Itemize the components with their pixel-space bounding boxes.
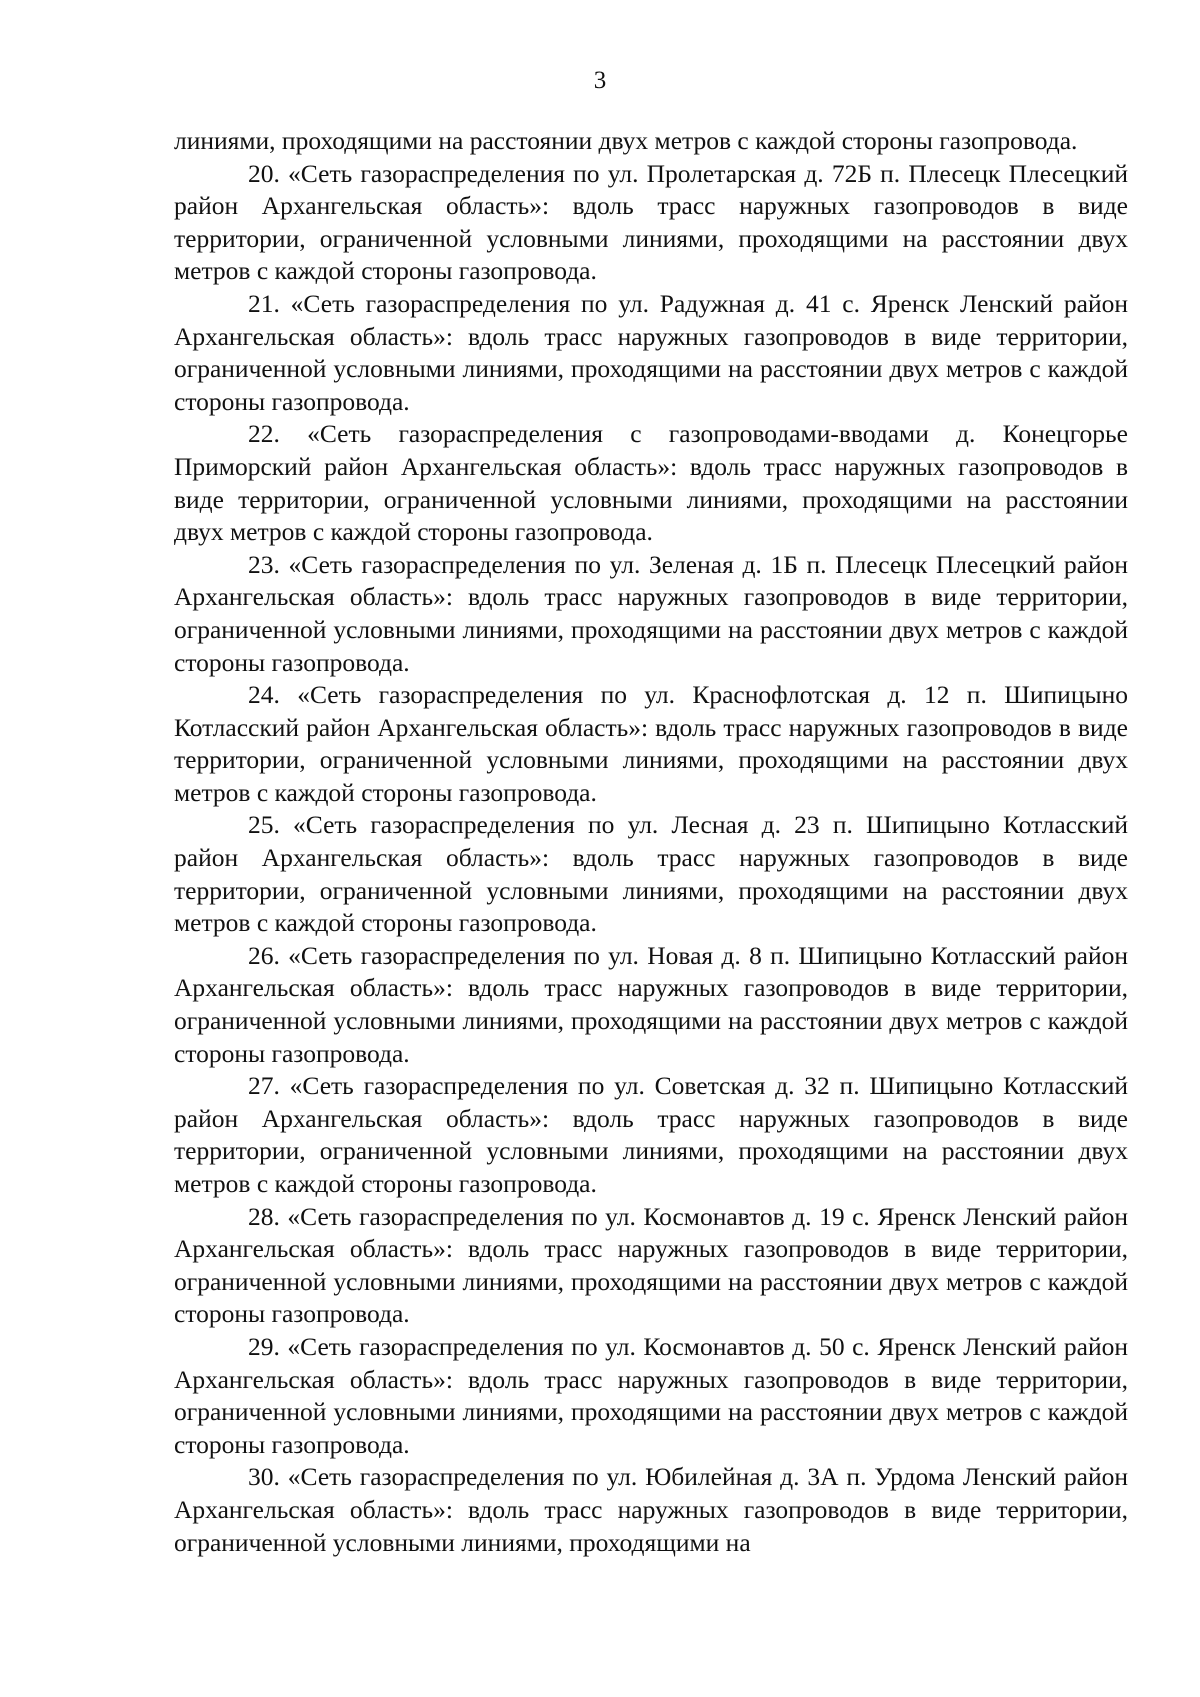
page-number: 3	[593, 67, 607, 94]
numbered-paragraph: 22. «Сеть газораспределения с газопроводами-вводами д. Конецгорье Приморский район Архангельская область»: вдоль трасс наружных газопроводов в виде территории, ограниченной условными линиями, проходящими на расстоянии двух метров с каждой стороны газопровода.	[174, 419, 1128, 547]
numbered-paragraph: 29. «Сеть газораспределения по ул. Космонавтов д. 50 с. Яренск Ленский район Архангельская область»: вдоль трасс наружных газопроводов в виде территории, ограниченной условными линиями, проходящими на расстоянии двух метров с каждой стороны газопровода.	[174, 1331, 1128, 1459]
numbered-paragraph: 20. «Сеть газораспределения по ул. Пролетарская д. 72Б п. Плесецк Плесецкий район Архангельская область»: вдоль трасс наружных газопроводов в виде территории, ограниченной условными линиями, проходящими на расстоянии двух метров с каждой стороны газопровода.	[174, 158, 1128, 286]
paragraph-continuation: линиями, проходящими на расстоянии двух метров с каждой стороны газопровода.	[174, 126, 1078, 155]
numbered-paragraph: 23. «Сеть газораспределения по ул. Зеленая д. 1Б п. Плесецк Плесецкий район Архангельская область»: вдоль трасс наружных газопроводов в виде территории, ограниченной условными линиями, проходящими на расстоянии двух метров с каждой стороны газопровода.	[174, 549, 1128, 677]
numbered-paragraph: 21. «Сеть газораспределения по ул. Радужная д. 41 с. Яренск Ленский район Архангельская область»: вдоль трасс наружных газопроводов в виде территории, ограниченной условными линиями, проходящими на расстоянии двух метров с каждой стороны газопровода.	[174, 288, 1128, 416]
numbered-paragraph: 28. «Сеть газораспределения по ул. Космонавтов д. 19 с. Яренск Ленский район Архангельская область»: вдоль трасс наружных газопроводов в виде территории, ограниченной условными линиями, проходящими на расстоянии двух метров с каждой стороны газопровода.	[174, 1201, 1128, 1329]
numbered-paragraph: 30. «Сеть газораспределения по ул. Юбилейная д. 3А п. Урдома Ленский район Архангельская область»: вдоль трасс наружных газопроводов в виде территории, ограниченной условными линиями, проходящими на	[174, 1462, 1128, 1557]
numbered-paragraph: 24. «Сеть газораспределения по ул. Краснофлотская д. 12 п. Шипицыно Котласский район Архангельская область»: вдоль трасс наружных газопроводов в виде территории, ограниченной условными линиями, проходящими на расстоянии двух метров с каждой стороны газопровода.	[174, 680, 1128, 807]
numbered-paragraph: 27. «Сеть газораспределения по ул. Советская д. 32 п. Шипицыно Котласский район Архангельская область»: вдоль трасс наружных газопроводов в виде территории, ограниченной условными линиями, проходящими на расстоянии двух метров с каждой стороны газопровода.	[174, 1071, 1128, 1198]
numbered-paragraph: 26. «Сеть газораспределения по ул. Новая д. 8 п. Шипицыно Котласский район Архангельская область»: вдоль трасс наружных газопроводов в виде территории, ограниченной условными линиями, проходящими на расстоянии двух метров с каждой стороны газопровода.	[174, 940, 1128, 1068]
numbered-paragraph: 25. «Сеть газораспределения по ул. Лесная д. 23 п. Шипицыно Котласский район Архангельская область»: вдоль трасс наружных газопроводов в виде территории, ограниченной условными линиями, проходящими на расстоянии двух метров с каждой стороны газопровода.	[174, 810, 1128, 938]
document-body	[174, 125, 1128, 1559]
